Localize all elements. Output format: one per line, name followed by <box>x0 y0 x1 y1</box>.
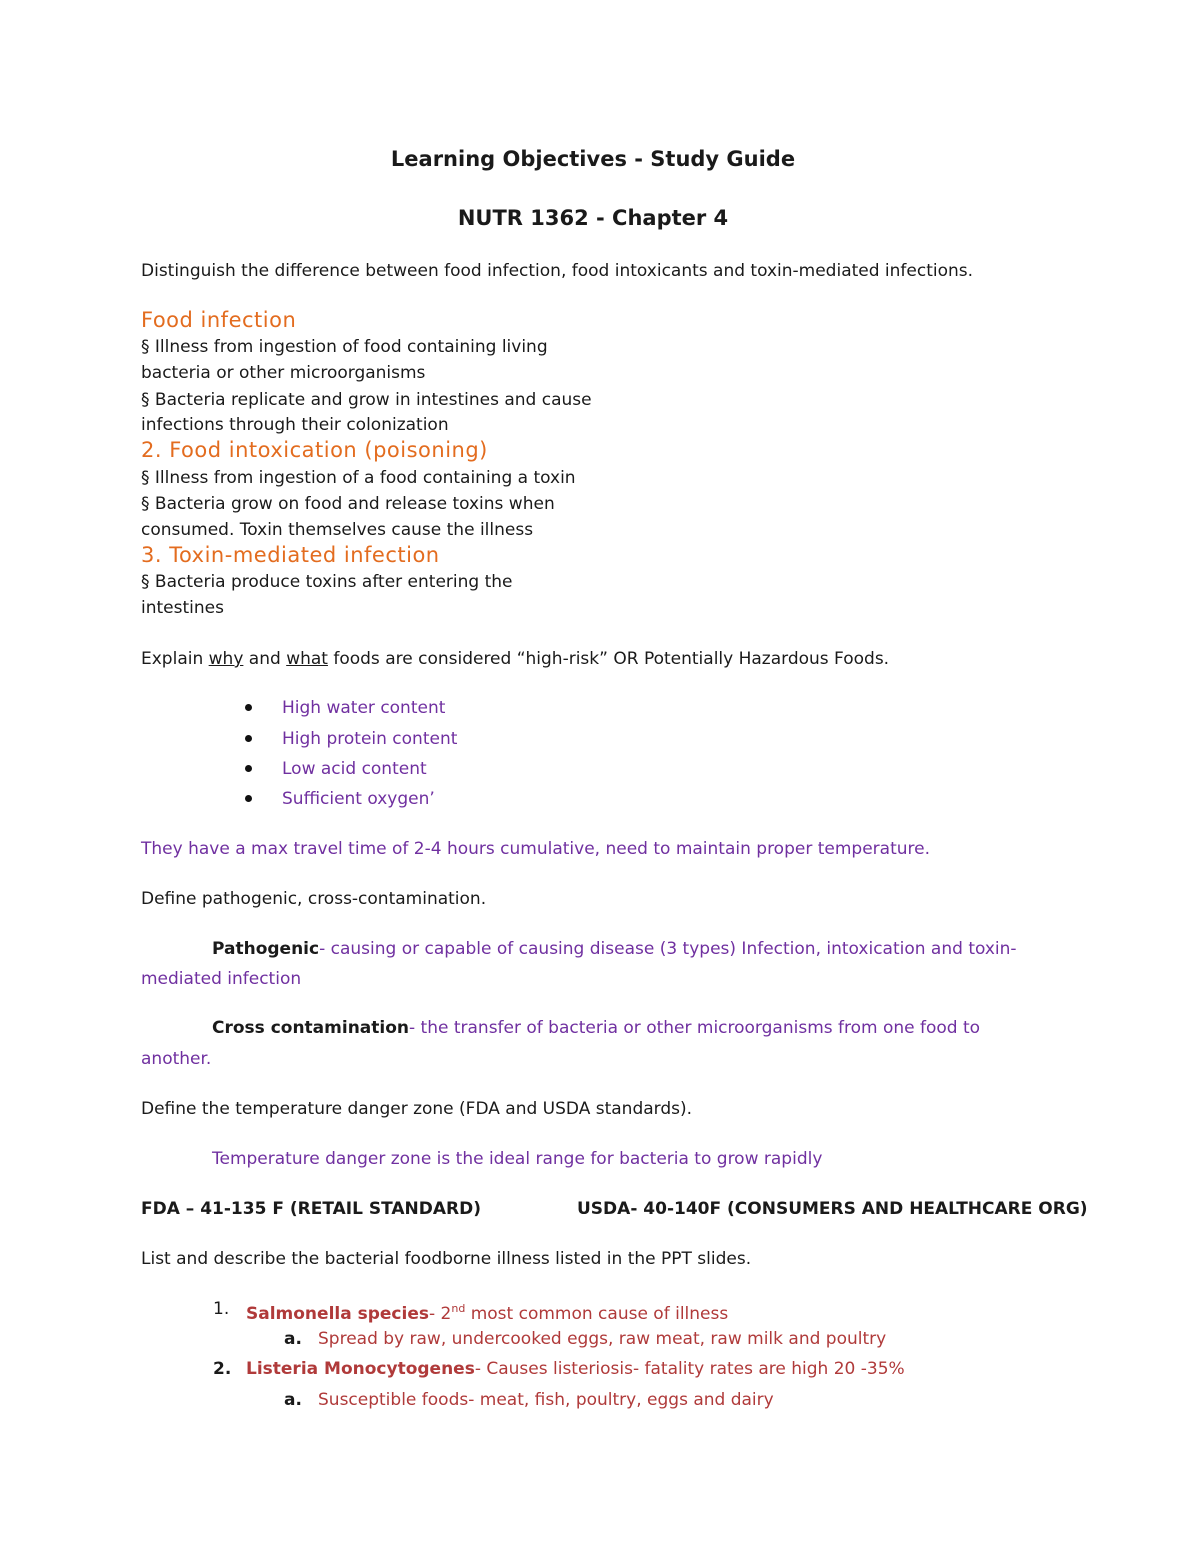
pathogenic-def-cont: mediated infection <box>141 969 302 989</box>
pathogenic-definition <box>212 938 1017 960</box>
bullet-icon <box>245 704 252 711</box>
sub-letter: a. <box>284 1390 302 1410</box>
page-subtitle: NUTR 1362 - Chapter 4 <box>457 206 729 230</box>
heading-food-intoxication: 2. Food intoxication (poisoning) <box>141 438 488 462</box>
cross-term: Cross contamination <box>212 1018 410 1038</box>
food-intoxication-line: § Illness from ingestion of a food containing a toxin <box>141 468 576 488</box>
food-intoxication-line: consumed. Toxin themselves cause the illness <box>141 520 534 540</box>
question-high-risk <box>141 648 889 670</box>
illness-sub: Spread by raw, undercooked eggs, raw meat, raw milk and poultry <box>318 1329 887 1349</box>
q2-mid: and <box>243 649 287 669</box>
bullet-icon <box>245 765 252 772</box>
illness-name: Listeria Monocytogenes <box>246 1359 475 1379</box>
bullet-icon <box>245 795 252 802</box>
bullet-icon <box>245 735 252 742</box>
question-define-pathogenic: Define pathogenic, cross-contamination. <box>141 889 487 909</box>
cross-def-cont: another. <box>141 1049 212 1069</box>
heading-food-infection: Food infection <box>141 308 297 332</box>
toxin-mediated-line: § Bacteria produce toxins after entering the <box>141 572 513 592</box>
fda-standard: FDA – 41-135 F (RETAIL STANDARD) <box>141 1199 481 1219</box>
toxin-mediated-line: intestines <box>141 598 224 618</box>
travel-time-answer: They have a max travel time of 2-4 hours cumulative, need to maintain proper temperature. <box>141 839 930 859</box>
list-number: 1. <box>213 1299 230 1319</box>
usda-standard: USDA- 40-140F (CONSUMERS AND HEALTHCARE ORG) <box>577 1199 1088 1219</box>
question-temperature-zone: Define the temperature danger zone (FDA and USDA standards). <box>141 1099 693 1119</box>
food-infection-line: § Illness from ingestion of food containing living <box>141 337 548 357</box>
q2-why: why <box>208 649 244 669</box>
risk-item: Sufficient oxygen’ <box>282 789 435 809</box>
question-distinguish: Distinguish the difference between food infection, food intoxicants and toxin-mediated infections. <box>141 261 974 281</box>
food-intoxication-line: § Bacteria grow on food and release toxins when <box>141 494 555 514</box>
illness-sub: Susceptible foods- meat, fish, poultry, eggs and dairy <box>318 1390 774 1410</box>
illness-desc: - Causes listeriosis- fatality rates are high 20 -35% <box>474 1359 905 1379</box>
cross-def: - the transfer of bacteria or other microorganisms from one food to <box>409 1018 981 1038</box>
food-infection-line: § Bacteria replicate and grow in intestines and cause <box>141 390 592 410</box>
illness-desc-post: most common cause of illness <box>465 1304 729 1324</box>
illness-desc-pre: - 2 <box>428 1304 452 1324</box>
q2-post: foods are considered “high-risk” OR Potentially Hazardous Foods. <box>327 649 890 669</box>
risk-item: High protein content <box>282 729 458 749</box>
question-illnesses: List and describe the bacterial foodborne illness listed in the PPT slides. <box>141 1249 752 1269</box>
illness-item <box>246 1358 905 1380</box>
heading-toxin-mediated: 3. Toxin-mediated infection <box>141 543 440 567</box>
illness-desc-sup: nd <box>451 1302 466 1315</box>
illness-item <box>246 1298 728 1325</box>
q2-pre: Explain <box>141 649 209 669</box>
tdz-answer: Temperature danger zone is the ideal range for bacteria to grow rapidly <box>212 1149 823 1169</box>
food-infection-line: bacteria or other microorganisms <box>141 363 426 383</box>
illness-name: Salmonella species <box>246 1304 429 1324</box>
sub-letter: a. <box>284 1329 302 1349</box>
page-title: Learning Objectives - Study Guide <box>390 147 796 171</box>
q2-what: what <box>286 649 328 669</box>
risk-item: Low acid content <box>282 759 427 779</box>
pathogenic-term: Pathogenic <box>212 939 320 959</box>
cross-contamination-definition <box>212 1017 980 1039</box>
list-number: 2. <box>213 1359 232 1379</box>
pathogenic-def: - causing or capable of causing disease (3 types) Infection, intoxication and toxin- <box>319 939 1017 959</box>
risk-item: High water content <box>282 698 446 718</box>
food-infection-line: infections through their colonization <box>141 415 449 435</box>
